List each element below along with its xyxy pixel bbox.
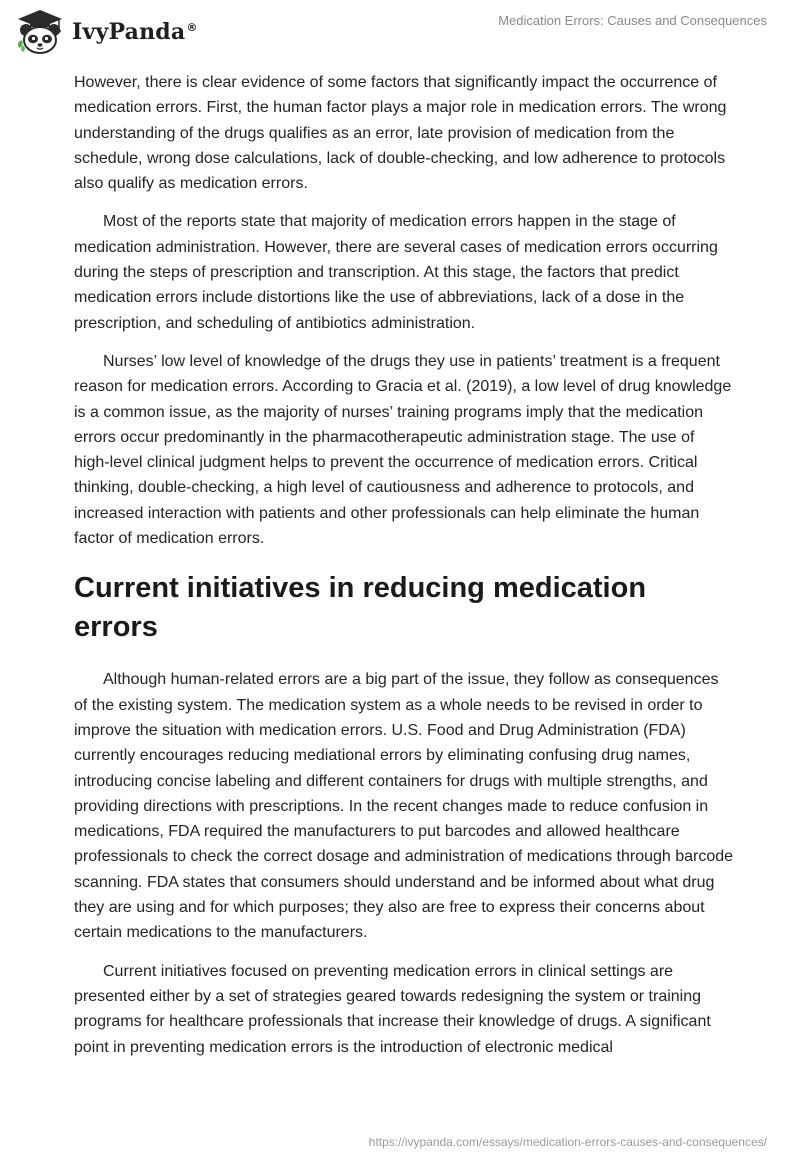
panda-graduate-icon [14, 8, 66, 56]
document-title: Medication Errors: Causes and Consequences [498, 13, 767, 28]
brand-name: IvyPanda® [72, 19, 198, 45]
paragraph: Most of the reports state that majority of medication errors happen in the stage of medication administration. However, there are several cases of medication errors occurring during the steps of prescription and transcription. At this stage, the factors that predict medication errors include distortions like the use of abbreviations, lack of a dose in the prescription, and scheduling of antibiotics administration. [74, 213, 718, 332]
source-url[interactable]: https://ivypanda.com/essays/medication-errors-causes-and-consequences/ [368, 1135, 767, 1149]
paragraph: Nurses’ low level of knowledge of the drugs they use in patients’ treatment is a frequent reason for medication errors. According to Gracia et al. (2019), a low level of drug knowledge is a common issue, as the majority of nurses’ training programs imply that the medication errors occur predominantly in the pharmacotherapeutic administration stage. The use of high-level clinical judgment helps to prevent the occurrence of medication errors. Critical thinking, double-checking, a high level of cautiousness and adherence to protocols, and increased interaction with patients and other professionals can help eliminate the human factor of medication errors. [74, 352, 732, 548]
registered-mark: ® [186, 20, 198, 34]
paragraph: Current initiatives focused on preventing medication errors in clinical settings are presented either by a set of strategies geared towards redesigning the system or training programs for healthcare professionals that increase their knowledge of drugs. A significant point in preventing medication errors is the introduction of electronic medical [74, 962, 711, 1056]
paragraph: However, there is clear evidence of some factors that significantly impact the occurrence of medication errors. First, the human factor plays a major role in medication errors. The wrong understanding of the drugs qualifies as an error, late provision of medication from the schedule, wrong dose calculations, lack of double-checking, and low adherence to protocols also qualify as medication errors. [74, 74, 727, 193]
essay-body [74, 70, 734, 1073]
paragraph: Although human-related errors are a big part of the issue, they follow as consequences of the existing system. The medication system as a whole needs to be revised in order to improve the situation with medication errors. U.S. Food and Drug Administration (FDA) currently encourages reducing mediational errors by eliminating confusing drug names, introducing concise labeling and different containers for drugs with multiple strengths, and providing directions with prescriptions. In the recent changes made to reduce confusion in medications, FDA required the manufacturers to put barcodes and allowed healthcare professionals to check the correct dosage and administration of medications through barcode scanning. FDA states that consumers should understand and be informed about what drug they are using and for which purposes; they also are free to express their concerns about certain medications to the manufacturers. [74, 671, 734, 942]
page-header [0, 0, 800, 64]
section-heading: Current initiatives in reducing medication errors [74, 572, 647, 644]
brand-logo[interactable] [14, 8, 198, 56]
